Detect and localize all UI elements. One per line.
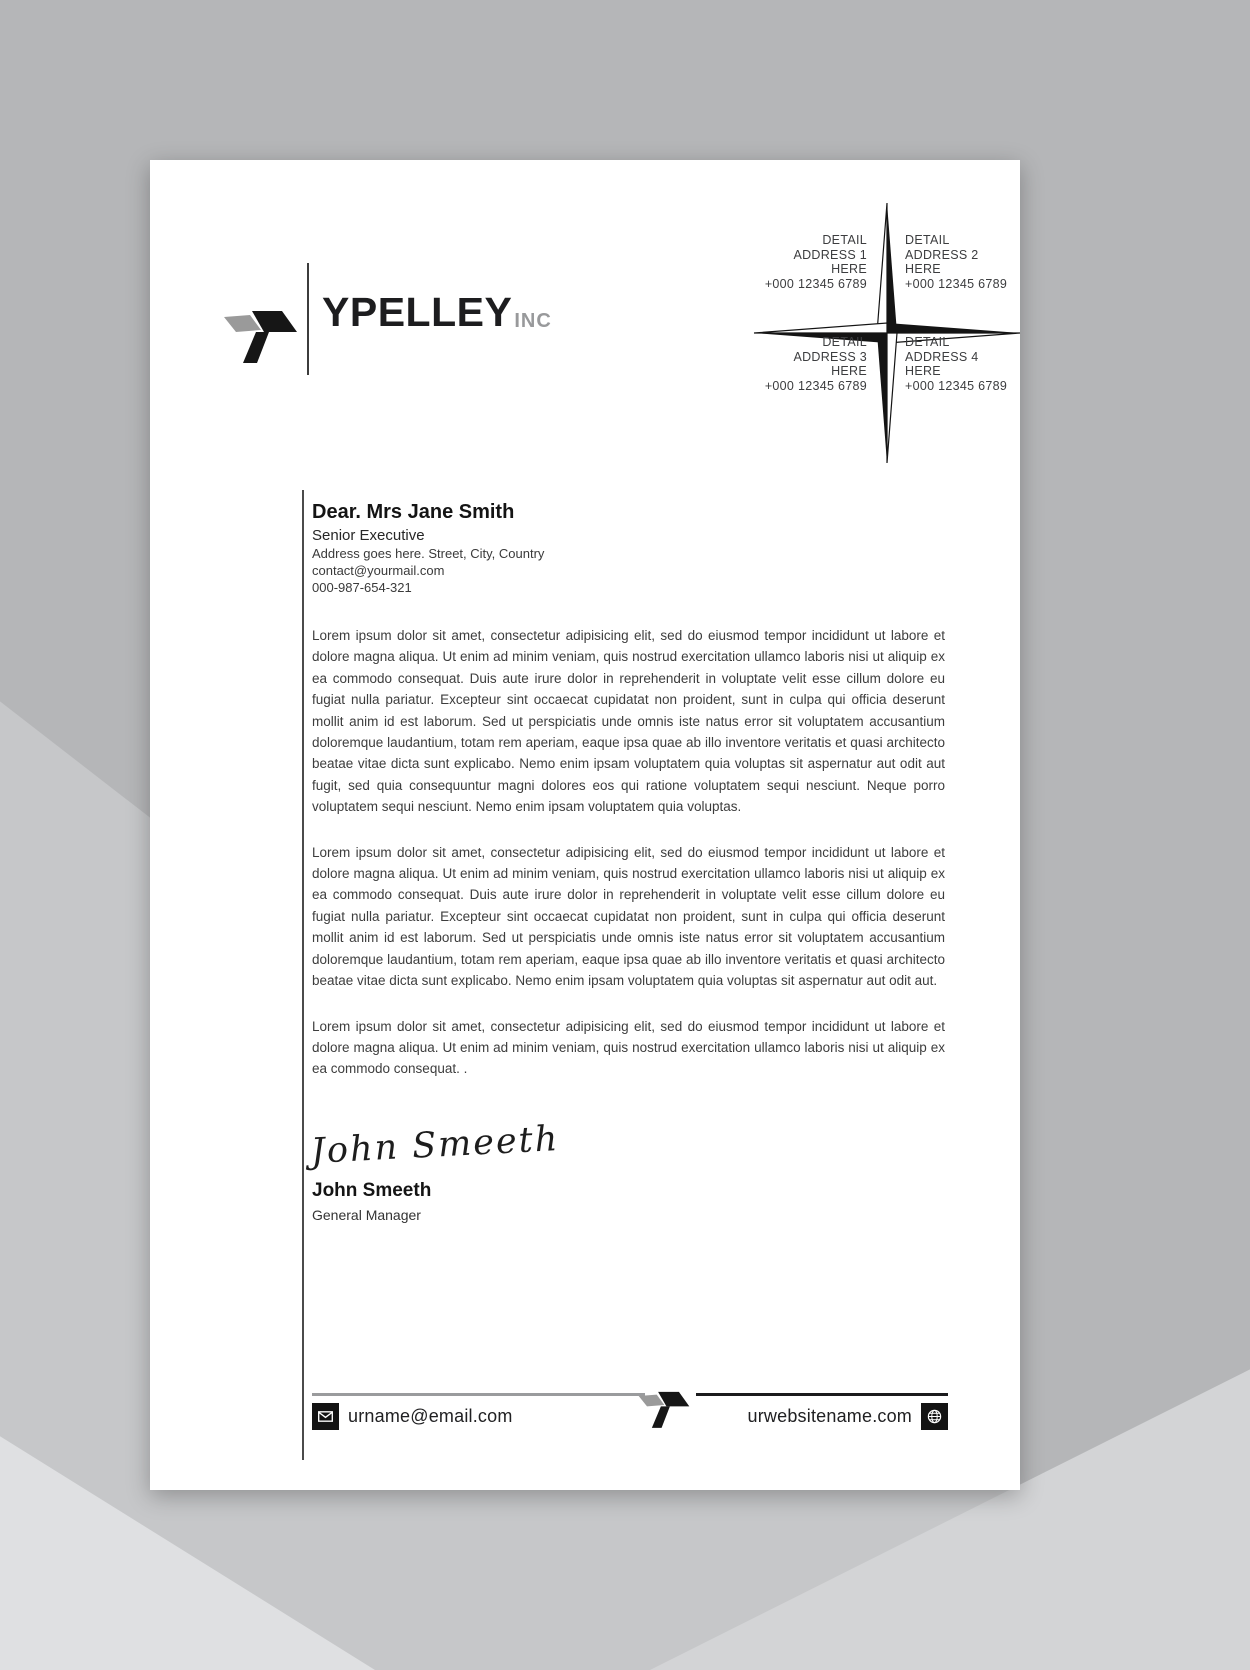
recipient-address: Address goes here. Street, City, Country: [312, 546, 545, 561]
recipient-job-title: Senior Executive: [312, 527, 425, 544]
address-block-2: [905, 233, 1075, 291]
signer-name: John Smeeth: [312, 1179, 432, 1201]
address-4-phone: +000 12345 6789: [905, 378, 1008, 393]
address-3-line-2: ADDRESS 3: [793, 349, 867, 364]
letter-content: [309, 500, 945, 1223]
address-block-4: [905, 335, 1075, 393]
body-paragraph-2: Lorem ipsum dolor sit amet, consectetur adipisicing elit, sed do eiusmod tempor incididunt ut labore et dolore magna aliqua. Ut enim ad minim veniam, quis nostrud exercitation ullamco laboris nisi ut aliquip ex ea commodo consequat. Duis aute irure dolor in reprehenderit in voluptate velit esse cillum dolore eu fugiat nulla pariatur. Excepteur sint occaecat cupidatat non proident, sunt in culpa qui officia deserunt mollit anim id est laborum. Sed ut perspiciatis unde omnis iste natus error sit voluptatem accusantium doloremque laudantium, totam rem aperiam, eaque ipsa quae ab illo inventore veritatis et quasi architecto beatae vitae dicta sunt explicabo. Nemo enim ipsam voluptatem quia voluptas sit aspernatur aut odit aut.: [312, 844, 945, 989]
address-4-line-3: HERE: [905, 364, 941, 378]
address-1-line-1: DETAIL: [822, 233, 867, 247]
footer-email: urname@email.com: [348, 1406, 513, 1426]
recipient-email: contact@yourmail.com: [312, 563, 445, 578]
address-block-1: [707, 233, 867, 291]
brand-logo-mark-icon: [223, 310, 298, 368]
address-3-line-3: HERE: [831, 364, 867, 378]
footer-email-group: [312, 1403, 513, 1430]
page-footer: [312, 1390, 948, 1454]
address-1-line-2: ADDRESS 1: [793, 247, 867, 262]
footer-website: urwebsitename.com: [747, 1406, 912, 1426]
address-3-phone: +000 12345 6789: [764, 378, 867, 393]
brand-divider-line: [307, 263, 309, 375]
address-2-phone: +000 12345 6789: [905, 276, 1008, 291]
brand-wordmark: [322, 289, 552, 335]
address-2-line-2: ADDRESS 2: [905, 247, 979, 262]
brand-suffix: INC: [514, 310, 552, 332]
signer-title: General Manager: [312, 1206, 421, 1223]
signature-handwriting: John Smeeth: [309, 1118, 561, 1172]
address-1-line-3: HERE: [831, 262, 867, 276]
envelope-icon: [312, 1403, 339, 1430]
address-3-line-1: DETAIL: [822, 335, 867, 349]
letterhead-page: [150, 160, 1020, 1490]
address-1-phone: +000 12345 6789: [764, 276, 867, 291]
address-2-line-3: HERE: [905, 262, 941, 276]
globe-icon: [921, 1403, 948, 1430]
footer-contacts: [312, 1403, 948, 1430]
body-paragraph-3: Lorem ipsum dolor sit amet, consectetur adipisicing elit, sed do eiusmod tempor incididunt ut labore et dolore magna aliqua. Ut enim ad minim veniam, quis nostrud exercitation ullamco laboris nisi ut aliquip ex ea commodo consequat. .: [312, 1018, 945, 1077]
address-block-3: [707, 335, 867, 393]
address-2-line-1: DETAIL: [905, 233, 950, 247]
body-paragraph-1: Lorem ipsum dolor sit amet, consectetur adipisicing elit, sed do eiusmod tempor incididunt ut labore et dolore magna aliqua. Ut enim ad minim veniam, quis nostrud exercitation ullamco laboris nisi ut aliquip ex ea commodo consequat. Duis aute irure dolor in reprehenderit in voluptate velit esse cillum dolore eu fugiat nulla pariatur. Excepteur sint occaecat cupidatat non proident, sunt in culpa qui officia deserunt mollit anim id est laborum. Sed ut perspiciatis unde omnis iste natus error sit voluptatem accusantium doloremque laudantium, totam rem aperiam, eaque ipsa quae ab illo inventore veritatis et quasi architecto beatae vitae dicta sunt explicabo. Nemo enim ipsam voluptatem quia voluptas sit aspernatur aut odit aut fugit, sed quia consequuntur magni dolores eos qui ratione voluptatem sequi nesciunt. Neque porro voluptatem sequi nesciunt. Nemo enim ipsam voluptatem quia voluptas.: [312, 628, 945, 815]
brand-name: YPELLEY: [322, 289, 513, 335]
footer-line-left: [312, 1393, 645, 1396]
footer-website-group: [748, 1403, 948, 1430]
content-accent-line: [302, 490, 304, 1460]
footer-line-right: [696, 1393, 948, 1396]
address-4-line-1: DETAIL: [905, 335, 950, 349]
address-4-line-2: ADDRESS 4: [905, 349, 979, 364]
recipient-phone: 000-987-654-321: [312, 580, 412, 595]
recipient-salutation: Dear. Mrs Jane Smith: [312, 501, 515, 523]
